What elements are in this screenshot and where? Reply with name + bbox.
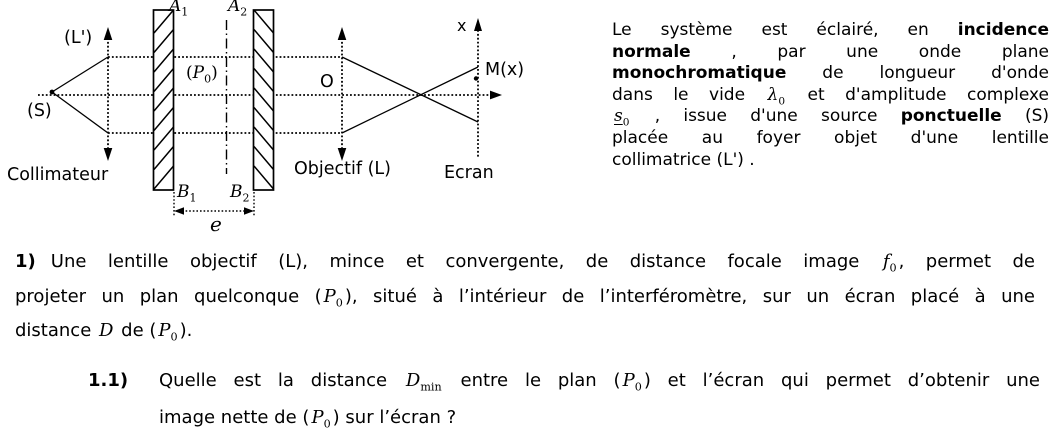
math-d: D <box>99 320 114 342</box>
m-point <box>474 76 478 80</box>
label-lens-collimatrice: (L') <box>64 28 93 48</box>
intro-paragraph <box>612 20 1049 171</box>
label-a2: $A_2$ <box>228 0 248 19</box>
label-ecran: Ecran <box>444 163 494 183</box>
source-point <box>50 90 55 95</box>
q1-line-3: distance D de ( $P_0$ ). <box>15 320 193 344</box>
axis-arrowhead-icon <box>490 91 502 100</box>
math-p0: $P_0$ <box>622 370 642 394</box>
math-dmin: $D_{min}$ <box>405 370 442 394</box>
label-b1: $B_1$ <box>177 182 197 205</box>
label-e-thickness: e <box>210 212 222 236</box>
q11-number: 1.1) <box>88 370 129 391</box>
label-o-center: O <box>320 72 334 92</box>
objective-lens <box>338 27 347 161</box>
intro-line-4: dans le vide $\lambda_0$ et d'amplitude complexe <box>612 84 1049 108</box>
collimating-lens <box>104 27 113 161</box>
label-b2: $B_2$ <box>230 182 250 205</box>
q1-number: 1) <box>15 251 36 272</box>
dim-arrowhead-icon <box>244 207 254 214</box>
intro-line-3: monochromatique de longueur d'onde <box>612 63 1049 84</box>
intro-line-7: collimatrice (L') . <box>612 149 755 170</box>
intro-line-5: $s_0$ , issue d'une source ponctuelle (S) <box>614 106 1049 129</box>
intro-line-1: Le système est éclairé, en incidence <box>612 20 1049 40</box>
question-1 <box>15 245 1035 349</box>
q1-line-1: 1) Une lentille objectif (L), mince et convergente, de distance focale image $f_0$ , permet de <box>15 251 1035 275</box>
label-a1: $A_1$ <box>169 0 189 19</box>
q11-line-1: 1.1) Quelle est la distance $D_{min}$ entre le plan ( $P_0$ ) et l’écran qui permet d’obtenir une <box>159 362 1040 399</box>
question-1-1 <box>88 362 1040 430</box>
lens-arrowhead-icon <box>338 27 347 40</box>
plate-2 <box>254 10 274 190</box>
screen-line <box>474 18 482 157</box>
intro-line-2: normale , par une onde plane <box>612 41 1049 62</box>
screen-arrowhead-icon <box>474 18 482 31</box>
label-m-point: M(x) <box>485 60 525 80</box>
math-lambda0: $\lambda_0$ <box>767 84 786 108</box>
lens-arrowhead-icon <box>104 148 113 161</box>
lens-arrowhead-icon <box>104 27 113 40</box>
math-p0: $P_0$ <box>311 407 331 430</box>
math-f0: $f_0$ <box>882 251 897 275</box>
dim-arrowhead-icon <box>174 207 184 214</box>
intro-line-6: placée au foyer objet d'une lentille <box>612 127 1049 148</box>
plate-1 <box>154 10 174 190</box>
q1-line-2: projeter un plan quelconque ( $P_0$ ), situé à l’intérieur de l’interféromètre, sur un écran placé à une <box>15 285 1036 310</box>
math-s0-underlined: $s_0$ <box>614 106 630 129</box>
parallel-rays <box>108 57 342 133</box>
q11-line-2: image nette de ( $P_0$ ) sur l’écran ? <box>159 407 457 430</box>
label-objectif: Objectif (L) <box>294 159 391 179</box>
label-source: (S) <box>27 101 52 121</box>
label-collimateur: Collimateur <box>7 165 109 185</box>
math-p0: $P_0$ <box>323 285 343 310</box>
math-p0: $P_0$ <box>158 320 178 344</box>
label-p0: $(P_0)$ <box>186 63 218 86</box>
label-x-axis: x <box>457 16 467 35</box>
